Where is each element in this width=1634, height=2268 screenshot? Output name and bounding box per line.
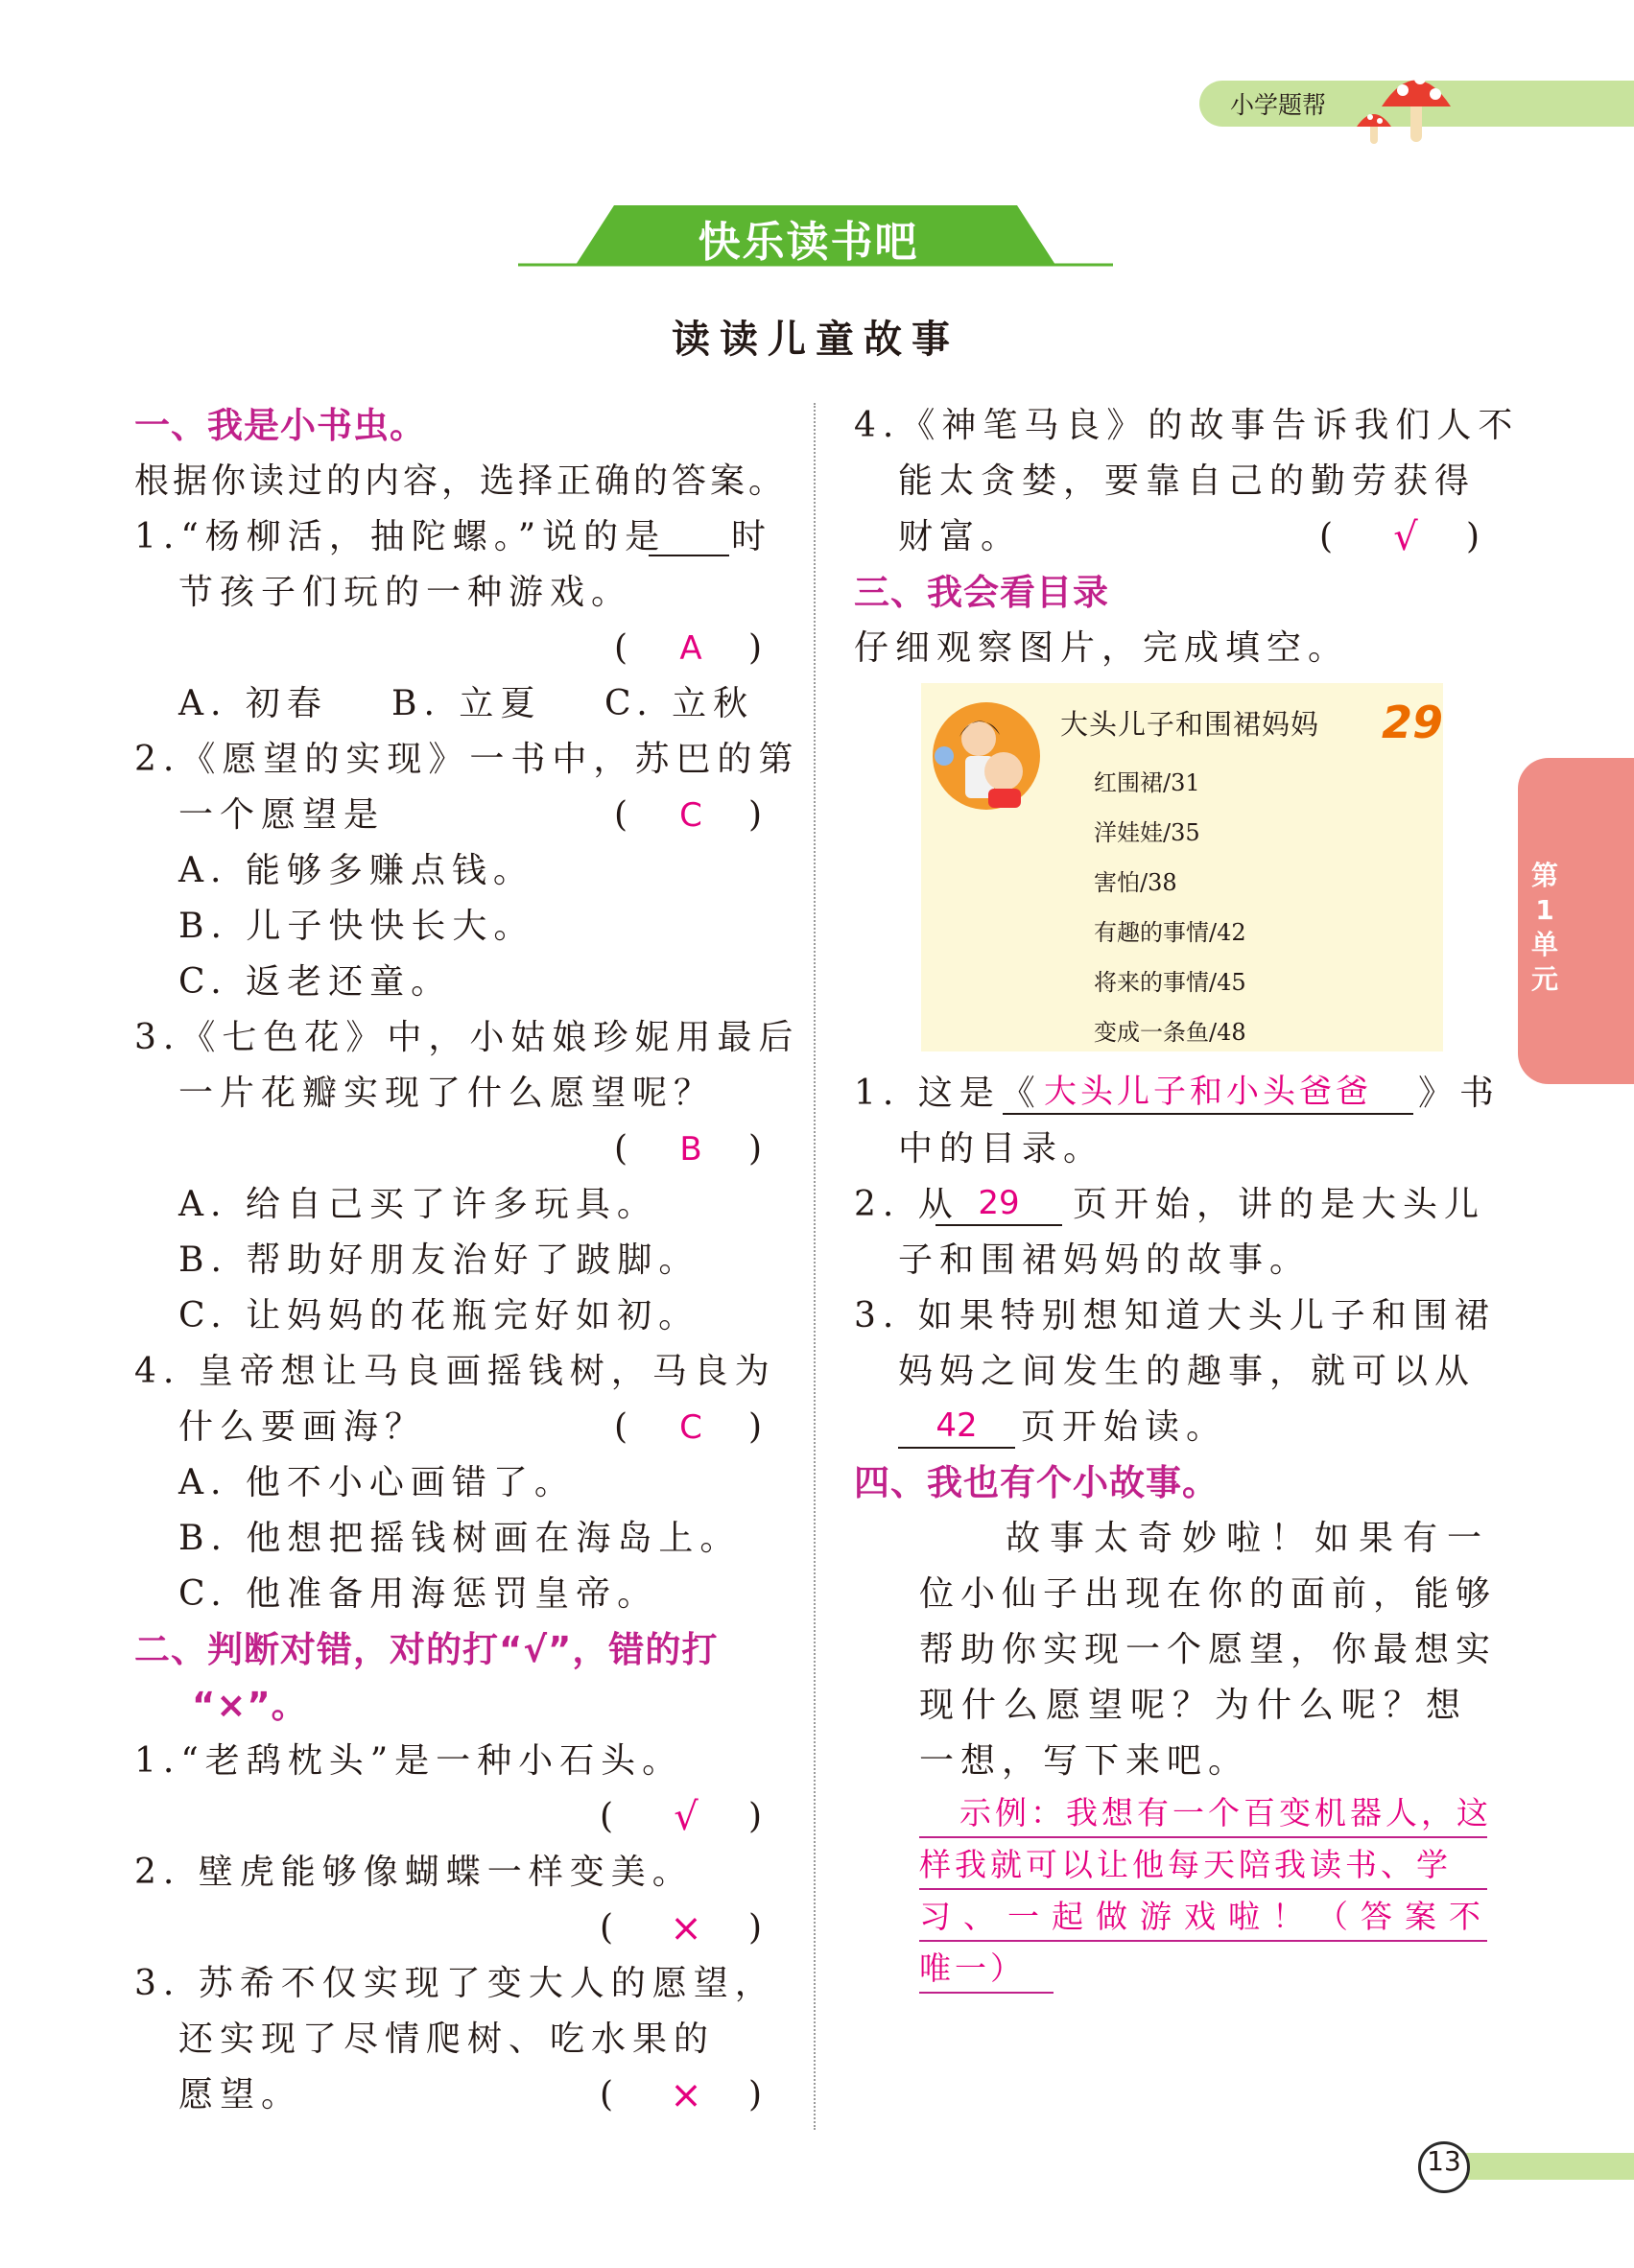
toc-q1-suffix: 》书 <box>1418 1074 1502 1113</box>
q4-paren-left: ( <box>614 1407 628 1447</box>
page-subtitle: 读读儿童故事 <box>672 317 959 362</box>
q4-answer: C <box>679 1408 702 1447</box>
q4-line2: 什么要画海？ <box>178 1407 427 1447</box>
q4-line1: 4. 皇帝想让马良画摇钱树，马良为 <box>134 1352 776 1391</box>
story-prompt: 帮助你实现一个愿望，你最想实 <box>919 1630 1498 1669</box>
judge-q4-paren-right: ) <box>1466 517 1480 556</box>
judge-q3-paren-left: ( <box>600 2075 614 2114</box>
toc-start-page: 29 <box>1382 697 1444 748</box>
unit-tab-char: 元 <box>1530 963 1558 995</box>
judge-q4-line1: 4.《神笔马良》的故事告诉我们人不 <box>854 406 1520 445</box>
judge-q1-paren-right: ) <box>748 1797 763 1836</box>
judge-q4-answer: √ <box>1393 515 1418 559</box>
toc-q2-prefix: 2. 从 <box>854 1185 959 1224</box>
judge-q3-line2: 还实现了尽情爬树、吃水果的 <box>178 2020 716 2059</box>
toc-item: 害怕/38 <box>1094 869 1177 896</box>
example-answer: 样我就可以让他每天陪我读书、学 <box>919 1846 1452 1883</box>
q1-option-b: B. 立夏 <box>391 684 542 723</box>
q2-option-b: B. 儿子快快长大。 <box>178 907 535 946</box>
toc-q3-suffix: 页开始读。 <box>1021 1407 1228 1447</box>
toc-item: 将来的事情/45 <box>1094 969 1246 996</box>
section2-heading-cont: “×”。 <box>192 1685 308 1726</box>
banner-title: 快乐读书吧 <box>698 218 919 267</box>
q2-paren-left: ( <box>614 795 628 835</box>
q4-option-b: B. 他想把摇钱树画在海岛上。 <box>178 1519 742 1558</box>
toc-item: 有趣的事情/42 <box>1094 919 1246 946</box>
toc-q1-prefix: 1. 这是《 <box>854 1074 1042 1113</box>
q3-option-b: B. 帮助好朋友治好了跛脚。 <box>178 1240 700 1280</box>
unit-tab-char: 单 <box>1530 929 1558 960</box>
q3-paren-left: ( <box>614 1129 628 1169</box>
brand-label: 小学题帮 <box>1230 91 1327 119</box>
judge-q3-answer: × <box>670 2073 702 2117</box>
judge-q2-text: 2. 壁虎能够像蝴蝶一样变美。 <box>134 1853 694 1892</box>
q1-option-c: C. 立秋 <box>604 684 755 723</box>
q1-paren-left: ( <box>614 628 628 668</box>
q1-line1: 1.“杨柳活，抽陀螺。”说的是 <box>134 517 667 556</box>
judge-q1-text: 1.“老鸹枕头”是一种小石头。 <box>134 1741 684 1781</box>
q3-option-c: C. 让妈妈的花瓶完好如初。 <box>178 1296 700 1335</box>
q2-answer: C <box>679 796 702 835</box>
judge-q1-paren-left: ( <box>600 1797 614 1836</box>
example-answer: 唯一） <box>919 1949 1026 1987</box>
judge-q2-paren-left: ( <box>600 1908 614 1948</box>
q1-blank <box>649 555 729 556</box>
q1-option-a: A. 初春 <box>178 684 328 723</box>
page-number-bar <box>1466 2153 1634 2180</box>
answer-line <box>919 1836 1487 1838</box>
toc-item: 变成一条鱼/48 <box>1094 1019 1246 1046</box>
q1-line1-end: 时 <box>731 517 773 556</box>
section4-heading: 四、我也有个小故事。 <box>854 1462 1219 1503</box>
judge-q4-line2: 能太贪婪，要靠自己的勤劳获得 <box>898 461 1477 501</box>
column-divider <box>814 403 816 2130</box>
unit-tab-char: 1 <box>1535 894 1554 926</box>
judge-q2-answer: × <box>670 1906 702 1950</box>
judge-q3-line1: 3. 苏希不仅实现了变大人的愿望， <box>134 1964 776 2003</box>
boy-and-mother-icon <box>931 700 1042 812</box>
section1-heading: 一、我是小书虫。 <box>134 405 426 446</box>
q2-line2: 一个愿望是 <box>178 795 386 835</box>
q4-option-a: A. 他不小心画错了。 <box>178 1463 576 1502</box>
q3-paren-right: ) <box>748 1129 763 1169</box>
section1-instruction: 根据你读过的内容，选择正确的答案。 <box>134 461 788 501</box>
toc-q1-answer: 大头儿子和小头爸爸 <box>1044 1073 1372 1111</box>
q2-option-a: A. 能够多赚点钱。 <box>178 851 534 890</box>
story-prompt: 现什么愿望呢？为什么呢？想 <box>919 1686 1469 1725</box>
q1-paren-right: ) <box>748 628 763 668</box>
judge-q4-paren-left: ( <box>1319 517 1334 556</box>
toc-q2-suffix: 页开始，讲的是大头儿 <box>1073 1185 1486 1224</box>
q3-answer: B <box>679 1130 702 1169</box>
story-prompt: 一想，写下来吧。 <box>919 1741 1250 1781</box>
toc-item: 洋娃娃/35 <box>1094 819 1200 846</box>
toc-q3-answer: 42 <box>935 1406 978 1445</box>
judge-q3-paren-right: ) <box>748 2075 763 2114</box>
toc-title: 大头儿子和围裙妈妈 <box>1060 708 1320 741</box>
example-answer: 习、一起做游戏啦！（答案不 <box>919 1898 1493 1935</box>
toc-q2-line2: 子和围裙妈妈的故事。 <box>898 1240 1312 1280</box>
story-prompt: 故事太奇妙啦！如果有一 <box>1006 1519 1492 1558</box>
q4-option-c: C. 他准备用海惩罚皇帝。 <box>178 1574 659 1614</box>
story-prompt: 位小仙子出现在你的面前，能够 <box>919 1574 1498 1614</box>
q3-option-a: A. 给自己买了许多玩具。 <box>178 1185 658 1224</box>
answer-line <box>919 1888 1487 1890</box>
unit-tab-label <box>1526 859 1564 997</box>
q3-line2: 一片花瓣实现了什么愿望呢？ <box>178 1074 716 1113</box>
q3-line1: 3.《七色花》中，小姑娘珍妮用最后 <box>134 1018 800 1057</box>
toc-q2-answer: 29 <box>978 1184 1020 1222</box>
answer-line <box>919 1992 1054 1994</box>
section2-heading: 二、判断对错，对的打“√”，错的打 <box>134 1629 719 1670</box>
judge-q3-line3: 愿望。 <box>178 2075 303 2114</box>
answer-line <box>919 1940 1487 1942</box>
mushroom-icon <box>1343 54 1478 150</box>
q2-line1: 2.《愿望的实现》一书中，苏巴的第 <box>134 740 800 779</box>
judge-q1-answer: √ <box>674 1795 699 1839</box>
example-answer: 示例：我想有一个百变机器人，这 <box>959 1794 1492 1831</box>
q2-option-c: C. 返老还童。 <box>178 962 453 1002</box>
section3-instruction: 仔细观察图片，完成填空。 <box>854 628 1350 668</box>
q1-line2: 节孩子们玩的一种游戏。 <box>178 573 633 612</box>
judge-q4-line3: 财富。 <box>898 517 1023 556</box>
toc-q1-line2: 中的目录。 <box>898 1129 1105 1169</box>
q2-paren-right: ) <box>748 795 763 835</box>
q1-answer: A <box>679 629 702 668</box>
toc-q3-line2: 妈妈之间发生的趣事，就可以从 <box>898 1352 1477 1391</box>
toc-q3-line1: 3. 如果特别想知道大头儿子和围裙 <box>854 1296 1496 1335</box>
judge-q2-paren-right: ) <box>748 1908 763 1948</box>
unit-tab-char: 第 <box>1530 860 1558 891</box>
page-number: 13 <box>1427 2145 1461 2177</box>
section3-heading: 三、我会看目录 <box>854 572 1109 613</box>
q4-paren-right: ) <box>748 1407 763 1447</box>
toc-item: 红围裙/31 <box>1094 769 1200 796</box>
